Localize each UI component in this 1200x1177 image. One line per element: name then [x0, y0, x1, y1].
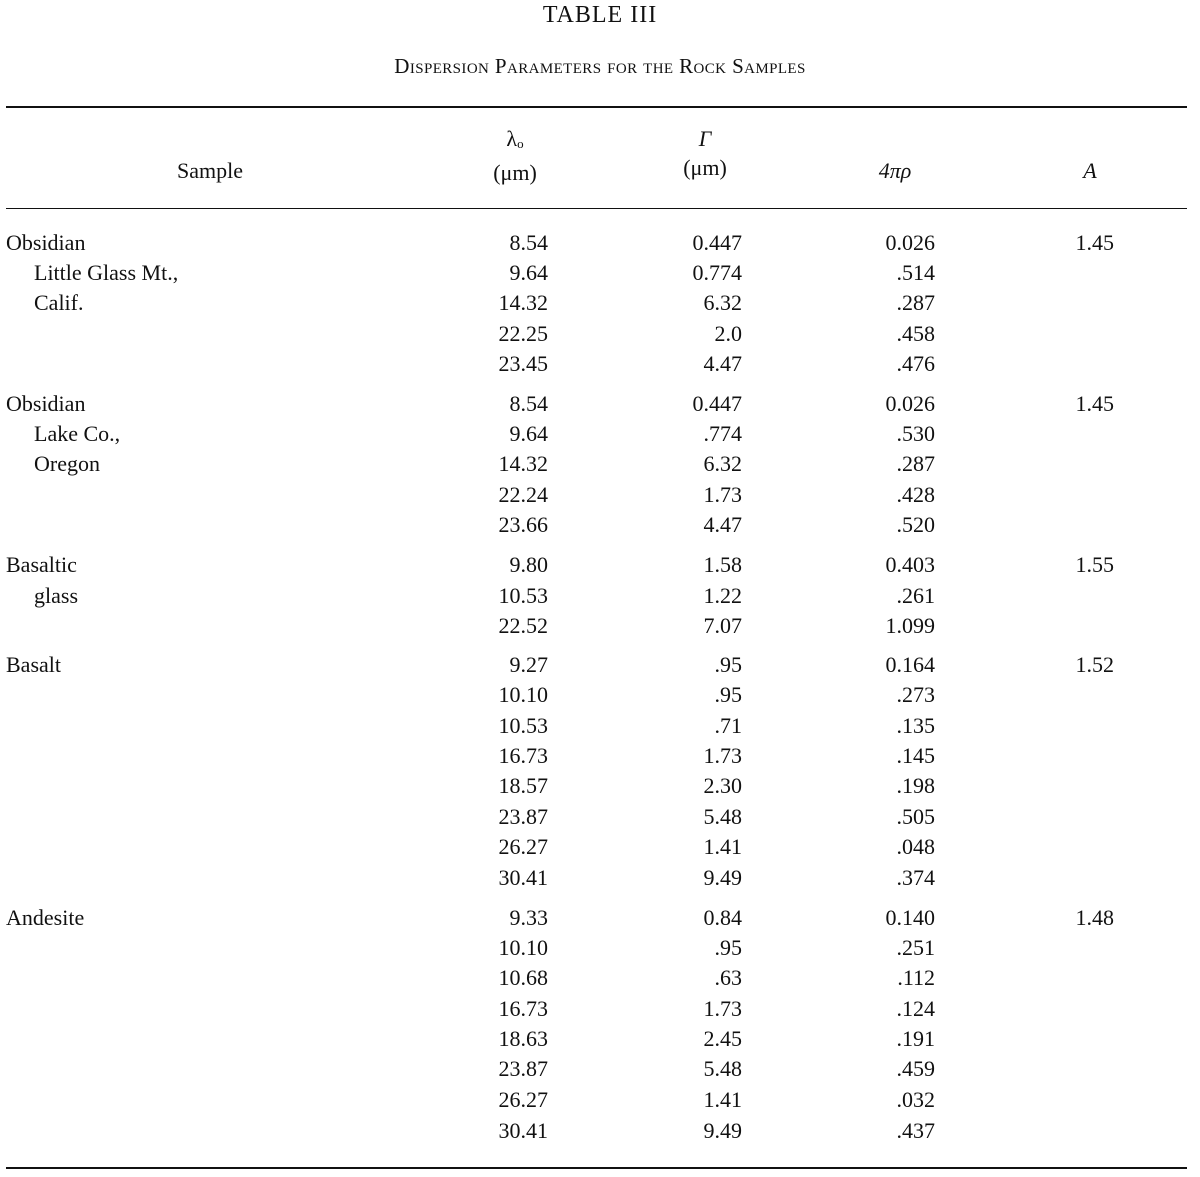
lambda-cell: 30.41 [498, 1118, 548, 1143]
table-row [0, 963, 1200, 993]
rho-cell: 1.099 [885, 613, 935, 638]
sample-cell: Andesite [6, 905, 85, 930]
rho-cell: .191 [896, 1026, 935, 1051]
rho-cell: .520 [896, 512, 935, 537]
sample-cell: Calif. [34, 290, 84, 315]
table-row [0, 550, 1200, 580]
table-row [0, 510, 1200, 540]
table-row [0, 228, 1200, 258]
top-rule [6, 106, 1187, 108]
gamma-cell: .71 [714, 713, 742, 738]
table-row [0, 1085, 1200, 1115]
lambda-cell: 9.27 [509, 652, 548, 677]
rho-cell: .048 [896, 834, 935, 859]
table-row [0, 1116, 1200, 1146]
col-header-rho-label: 4πρ [878, 158, 912, 183]
col-header-sample-label: Sample [177, 158, 243, 183]
lambda-cell: 16.73 [498, 743, 548, 768]
rho-cell: .287 [896, 451, 935, 476]
lambda-cell: 23.87 [498, 804, 548, 829]
table-row [0, 389, 1200, 419]
rho-cell: .428 [896, 482, 935, 507]
rho-cell: .374 [896, 865, 935, 890]
col-header-gamma [650, 124, 760, 182]
rho-cell: .437 [896, 1118, 935, 1143]
gamma-cell: 2.0 [714, 321, 742, 346]
rho-cell: 0.026 [885, 230, 935, 255]
rho-cell: .505 [896, 804, 935, 829]
table-row [0, 319, 1200, 349]
table-title: TABLE III [542, 2, 658, 28]
header-rule [6, 208, 1187, 209]
table-row [0, 802, 1200, 832]
lambda-cell: 9.64 [509, 421, 548, 446]
gamma-cell: 6.32 [703, 290, 742, 315]
a-cell: 1.55 [1075, 552, 1114, 577]
table-subtitle: Dispersion Parameters for the Rock Samples [394, 54, 806, 78]
lambda-cell: 10.68 [498, 965, 548, 990]
table-row [0, 650, 1200, 680]
rho-cell: .476 [896, 351, 935, 376]
sample-cell: Obsidian [6, 230, 86, 255]
gamma-cell: 1.41 [703, 834, 742, 859]
gamma-cell: 1.73 [703, 996, 742, 1021]
gamma-cell: 0.774 [692, 260, 742, 285]
rho-cell: .198 [896, 773, 935, 798]
rho-cell: 0.140 [885, 905, 935, 930]
rho-cell: .124 [896, 996, 935, 1021]
lambda-cell: 8.54 [509, 391, 548, 416]
gamma-cell: 4.47 [703, 512, 742, 537]
col-header-gamma-unit: (μm) [683, 155, 727, 180]
rho-cell: .287 [896, 290, 935, 315]
lambda-cell: 23.45 [498, 351, 548, 376]
table-row [0, 741, 1200, 771]
table-row [0, 832, 1200, 862]
col-header-a [1040, 156, 1140, 185]
lambda-cell: 10.53 [498, 583, 548, 608]
lambda-cell: 26.27 [498, 834, 548, 859]
lambda-cell: 9.80 [509, 552, 548, 577]
lambda-cell: 8.54 [509, 230, 548, 255]
table-row [0, 994, 1200, 1024]
sample-cell: Lake Co., [34, 421, 121, 446]
gamma-cell: .774 [703, 421, 742, 446]
lambda-cell: 26.27 [498, 1087, 548, 1112]
table-row [0, 288, 1200, 318]
rho-cell: .459 [896, 1056, 935, 1081]
lambda-cell: 14.32 [498, 290, 548, 315]
rho-cell: .251 [896, 935, 935, 960]
gamma-cell: 7.07 [703, 613, 742, 638]
gamma-cell: 9.49 [703, 1118, 742, 1143]
rho-cell: .112 [897, 965, 935, 990]
gamma-cell: .63 [714, 965, 742, 990]
table-row [0, 863, 1200, 893]
lambda-cell: 10.10 [498, 935, 548, 960]
gamma-cell: 2.45 [703, 1026, 742, 1051]
gamma-cell: 4.47 [703, 351, 742, 376]
rho-cell: 0.164 [885, 652, 935, 677]
gamma-cell: 0.84 [703, 905, 742, 930]
lambda-cell: 22.24 [498, 482, 548, 507]
a-cell: 1.45 [1075, 391, 1114, 416]
lambda-cell: 9.33 [509, 905, 548, 930]
a-cell: 1.48 [1075, 905, 1114, 930]
gamma-cell: 9.49 [703, 865, 742, 890]
sample-cell: Obsidian [6, 391, 86, 416]
col-header-sample [150, 156, 270, 185]
gamma-cell: 6.32 [703, 451, 742, 476]
col-header-lambda-unit: (μm) [493, 160, 537, 185]
rho-cell: .530 [896, 421, 935, 446]
rho-cell: .135 [896, 713, 935, 738]
sample-cell: glass [34, 583, 78, 608]
col-header-lambda [460, 124, 570, 187]
gamma-cell: 5.48 [703, 1056, 742, 1081]
col-header-a-label: A [1083, 158, 1097, 183]
rho-cell: 0.403 [885, 552, 935, 577]
a-cell: 1.45 [1075, 230, 1114, 255]
table-row [0, 611, 1200, 641]
gamma-cell: 1.22 [703, 583, 742, 608]
lambda-cell: 10.53 [498, 713, 548, 738]
lambda-cell: 10.10 [498, 682, 548, 707]
lambda-cell: 23.87 [498, 1056, 548, 1081]
bottom-rule [6, 1167, 1187, 1169]
rho-cell: .273 [896, 682, 935, 707]
rho-cell: .261 [896, 583, 935, 608]
gamma-cell: .95 [714, 652, 742, 677]
col-header-gamma-symbol: Γ [698, 126, 712, 151]
table-row [0, 349, 1200, 379]
table-row [0, 680, 1200, 710]
lambda-cell: 9.64 [509, 260, 548, 285]
gamma-cell: 1.73 [703, 743, 742, 768]
table-row [0, 933, 1200, 963]
gamma-cell: 1.41 [703, 1087, 742, 1112]
table-row [0, 419, 1200, 449]
lambda-cell: 30.41 [498, 865, 548, 890]
table-row [0, 1054, 1200, 1084]
gamma-cell: 1.58 [703, 552, 742, 577]
sample-cell: Little Glass Mt., [34, 260, 179, 285]
gamma-cell: .95 [714, 682, 742, 707]
rho-cell: 0.026 [885, 391, 935, 416]
rho-cell: .032 [896, 1087, 935, 1112]
sample-cell: Basalt [6, 652, 61, 677]
lambda-cell: 22.52 [498, 613, 548, 638]
a-cell: 1.52 [1075, 652, 1114, 677]
table-row [0, 903, 1200, 933]
gamma-cell: .95 [714, 935, 742, 960]
table-row [0, 449, 1200, 479]
gamma-cell: 0.447 [692, 391, 742, 416]
col-header-lambda-symbol: $\lambda_o$ [506, 126, 524, 151]
rho-cell: .514 [896, 260, 935, 285]
table-row [0, 258, 1200, 288]
table-row [0, 1024, 1200, 1054]
rho-cell: .145 [896, 743, 935, 768]
gamma-cell: 2.30 [703, 773, 742, 798]
table-row [0, 480, 1200, 510]
col-header-rho [840, 156, 950, 185]
gamma-cell: 5.48 [703, 804, 742, 829]
gamma-cell: 1.73 [703, 482, 742, 507]
lambda-cell: 18.57 [498, 773, 548, 798]
table-row [0, 711, 1200, 741]
sample-cell: Oregon [34, 451, 100, 476]
rho-cell: .458 [896, 321, 935, 346]
lambda-cell: 23.66 [498, 512, 548, 537]
lambda-cell: 14.32 [498, 451, 548, 476]
table-row [0, 581, 1200, 611]
lambda-cell: 16.73 [498, 996, 548, 1021]
table-row [0, 771, 1200, 801]
gamma-cell: 0.447 [692, 230, 742, 255]
sample-cell: Basaltic [6, 552, 77, 577]
lambda-cell: 22.25 [498, 321, 548, 346]
lambda-cell: 18.63 [498, 1026, 548, 1051]
